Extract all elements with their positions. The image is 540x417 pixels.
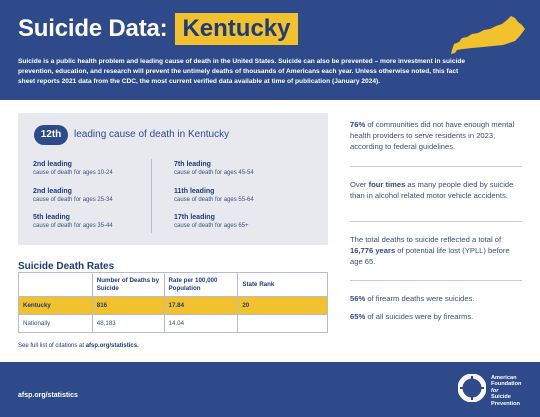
table-header-cell xyxy=(19,273,93,297)
rank-desc: cause of death for ages 45-54 xyxy=(174,170,254,176)
table-header-cell: Number of Deaths by Suicide xyxy=(92,273,164,297)
stat-ypll xyxy=(350,234,522,267)
logo-line: American xyxy=(491,375,517,381)
intro-paragraph: Suicide is a public health problem and leading cause of death in the United States. Suicide can also be prevented – more investment in suicide prevention, education, and research will prevent the untimely deaths of thousands of Americans each year. Unless otherwise noted, this fact sheet reports 2021 data from the CDC, the most current verified data available at time of publication (January 2024). xyxy=(18,58,466,85)
stat-firearm-suicides xyxy=(350,311,522,322)
title-state: Kentucky xyxy=(175,13,297,45)
stat-text: of potential life lost (YPLL) before age 65. xyxy=(350,246,510,266)
rank-label: 17th leading xyxy=(174,214,215,221)
table-row-national xyxy=(19,315,328,333)
stat-divider xyxy=(350,166,522,167)
stat-motor-vehicle xyxy=(350,179,522,201)
rank-desc: cause of death for ages 10-24 xyxy=(33,170,113,176)
logo-line: Foundation xyxy=(491,381,522,388)
rank-column-left xyxy=(33,160,153,240)
citation-text: See full list of citations at xyxy=(18,343,86,349)
stat-providers xyxy=(350,119,522,152)
afsp-logo-text xyxy=(491,375,521,407)
stat-text: The total deaths to suicide reflected a total of xyxy=(350,235,502,244)
rank-desc: cause of death for ages 65+ xyxy=(174,223,249,229)
rank-item xyxy=(33,213,153,240)
table-cell: 14.04 xyxy=(164,315,238,333)
table-cell xyxy=(238,315,328,333)
title-main: Suicide Data: xyxy=(18,15,168,42)
table-header-cell: Rate per 100,000 Population xyxy=(164,273,238,297)
citation-note xyxy=(18,343,139,349)
rank-label: 11th leading xyxy=(174,187,215,195)
citation-link[interactable]: afsp.org/statistics. xyxy=(85,343,139,349)
logo-line: Prevention xyxy=(491,400,520,407)
lifesaver-logo-icon xyxy=(458,374,486,402)
rank-desc: cause of death for ages 35-44 xyxy=(33,223,113,229)
rank-label: 5th leading xyxy=(33,214,70,221)
stat-highlight: 76% xyxy=(350,120,366,129)
logo-line: Suicide xyxy=(491,394,511,401)
rank-desc: cause of death for ages 25-34 xyxy=(33,196,113,203)
table-cell: 20 xyxy=(238,297,328,315)
stat-highlight: four times xyxy=(368,180,406,189)
table-header-row xyxy=(19,273,328,297)
stat-highlight: 65% xyxy=(350,312,366,321)
rank-item xyxy=(174,160,294,187)
stat-firearm-deaths xyxy=(350,293,522,304)
rank-label: 2nd leading xyxy=(33,187,72,195)
header-banner xyxy=(0,0,540,100)
stat-text: Over xyxy=(350,180,369,189)
table-cell: 48,183 xyxy=(92,315,164,333)
table-cell: 17.84 xyxy=(164,297,238,315)
rank-item xyxy=(174,213,294,240)
rates-table-title: Suicide Death Rates xyxy=(18,261,115,272)
rank-item xyxy=(33,187,153,214)
stat-text: of all suicides were by firearms. xyxy=(365,312,474,321)
page-title xyxy=(18,13,298,45)
rank-divider xyxy=(151,159,152,233)
table-cell: Kentucky xyxy=(19,297,93,315)
stat-divider xyxy=(350,221,522,222)
stat-highlight: 56% xyxy=(350,294,366,303)
stat-text: as many people died by suicide than in alcohol related motor vehicle accidents. xyxy=(350,180,514,200)
rank-title: leading cause of death in Kentucky xyxy=(74,129,230,140)
rank-desc: cause of death for ages 55-64 xyxy=(174,196,254,203)
rank-label: 2nd leading xyxy=(33,161,72,168)
table-header-cell: State Rank xyxy=(238,273,328,297)
table-row-kentucky xyxy=(19,297,328,315)
rank-item xyxy=(174,187,294,214)
footer-link[interactable]: afsp.org/statistics xyxy=(18,392,78,399)
rank-badge: 12th xyxy=(34,125,68,145)
logo-line: for xyxy=(491,387,499,394)
ranking-card xyxy=(18,113,328,245)
footer-bar xyxy=(0,362,540,417)
stat-text: of firearm deaths were suicides. xyxy=(365,294,475,303)
rank-item xyxy=(33,160,153,187)
rates-table xyxy=(18,272,328,333)
table-cell: Nationally xyxy=(19,315,93,333)
stat-highlight: 16,776 years xyxy=(350,246,396,255)
rank-label: 7th leading xyxy=(174,161,211,168)
stat-text: of communities did not have enough mental health providers to serve residents in 2023, according to federal guidelines. xyxy=(350,120,515,151)
table-cell: 816 xyxy=(92,297,164,315)
stat-divider xyxy=(350,280,522,281)
kentucky-map-icon xyxy=(448,14,528,56)
rank-column-right xyxy=(174,160,294,240)
